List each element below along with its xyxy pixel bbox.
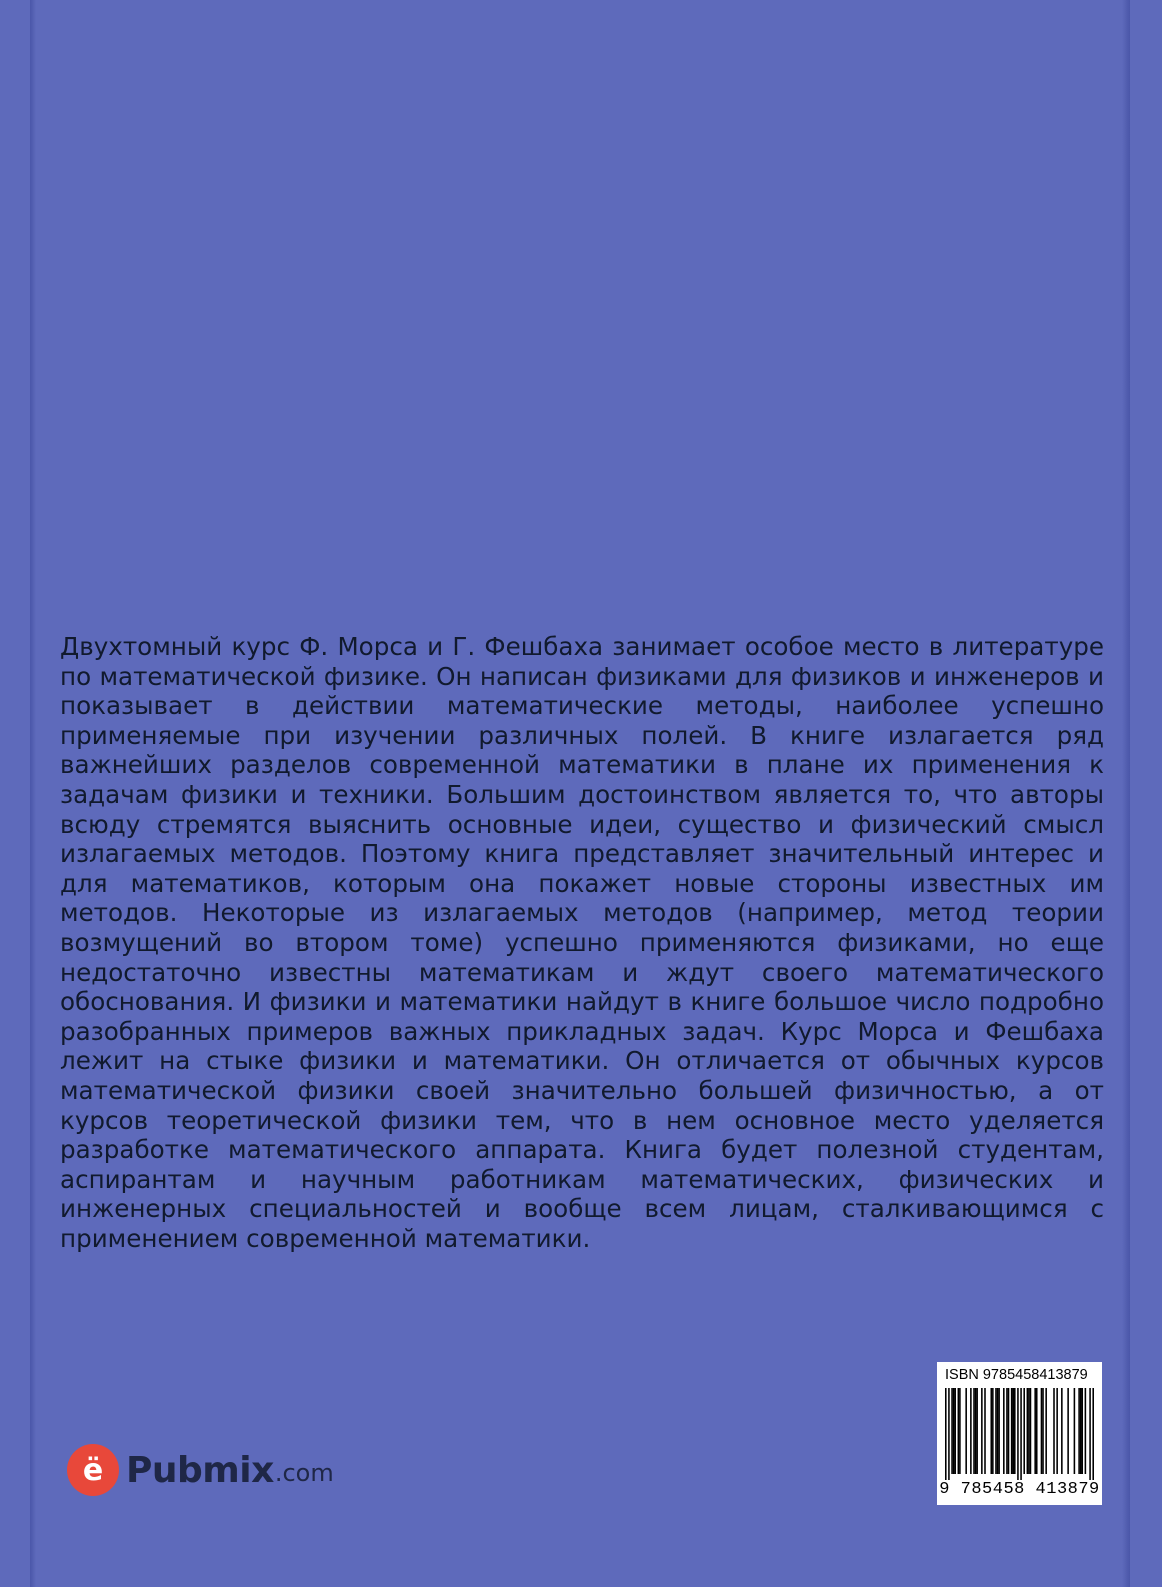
barcode-bar — [948, 1388, 950, 1480]
barcode-bar — [1014, 1388, 1016, 1474]
barcode-bar — [1027, 1388, 1029, 1474]
barcode-bar — [958, 1388, 960, 1474]
barcode-bar — [1006, 1388, 1008, 1474]
publisher-logo — [66, 1442, 334, 1498]
barcode-bar — [1085, 1388, 1087, 1474]
barcode-bar — [1067, 1388, 1069, 1474]
book-description: Двухтомный курс Ф. Морса и Г. Фешбаха занимает особое место в литературе по математической физике. Он написан физиками для физиков и инженеров и показывает в действии математические методы, наиболее успешно применяемые при изучении различных полей. В книге излагается ряд важнейших разделов современной математики в плане их применения к задачам физики и техники. Большим достоинством является то, что авторы всюду стремятся выяснить основные идеи, существо и физический смысл излагаемых методов. Поэтому книга представляет значительный интерес и для математиков, которым она покажет новые стороны известных им методов. Некоторые из излагаемых методов (например, метод теории возмущений во втором томе) успешно применяются физиками, но еще недостаточно известны математикам и ждут своего математического обоснования. И физики и математики найдут в книге большое число подробно разобранных примеров важных прикладных задач. Курс Морса и Фешбаха лежит на стыке физики и математики. Он отличается от обычных курсов математической физики своей значительно большей физичностью, а от курсов теоретической физики тем, что в нем основное место уделяется разработке математического аппарата. Книга будет полезной студентам, аспирантам и научным работникам математических, физических и инженерных специальностей и вообще всем лицам, сталкивающимся с применением современной математики. — [60, 632, 1104, 1253]
barcode-bar — [1089, 1388, 1091, 1480]
barcode-bar — [973, 1388, 975, 1474]
barcode-bar — [959, 1388, 961, 1474]
publisher-domain: .com — [274, 1459, 334, 1487]
barcode-bar — [1078, 1388, 1080, 1474]
barcode-bar — [945, 1388, 947, 1480]
barcode-bar — [1017, 1388, 1019, 1480]
publisher-badge-letter: ё — [82, 1453, 104, 1488]
barcode-bar — [997, 1388, 999, 1474]
barcode-bar — [1045, 1388, 1047, 1474]
publisher-badge-icon — [66, 1443, 120, 1497]
barcode-bar — [1053, 1388, 1055, 1474]
barcode-bar — [1081, 1388, 1083, 1474]
barcode-bar — [965, 1388, 967, 1474]
barcode-bar — [1023, 1388, 1025, 1474]
publisher-name: Pubmix — [126, 1449, 274, 1491]
barcode-bar — [954, 1388, 956, 1474]
barcode-bar — [1008, 1388, 1010, 1474]
barcode-bar — [1030, 1388, 1032, 1474]
isbn-digits: 9 785458 413879 — [939, 1480, 1100, 1499]
barcode-bar — [981, 1388, 983, 1474]
barcode-bar — [1028, 1388, 1030, 1474]
barcode-bar — [1056, 1388, 1058, 1474]
barcode-bar — [951, 1388, 953, 1474]
barcode-bar — [975, 1388, 977, 1474]
barcode-bar — [1042, 1388, 1044, 1474]
barcode-bar — [1080, 1388, 1082, 1474]
barcode-bar — [1092, 1388, 1094, 1480]
barcode — [945, 1388, 1094, 1480]
barcode-bar — [992, 1388, 994, 1474]
isbn-label: ISBN 9785458413879 — [945, 1367, 1088, 1383]
barcode-bar — [976, 1388, 978, 1474]
barcode-bar — [984, 1388, 986, 1474]
barcode-bar — [1020, 1388, 1022, 1480]
cover-right-edge — [1122, 0, 1130, 1587]
isbn-barcode-block — [937, 1362, 1102, 1505]
barcode-bar — [1003, 1388, 1005, 1474]
barcode-bar — [1041, 1388, 1043, 1474]
barcode-bar — [953, 1388, 955, 1474]
barcode-bar — [995, 1388, 997, 1474]
cover-left-edge — [30, 0, 36, 1587]
barcode-bar — [1074, 1388, 1076, 1474]
barcode-bar — [1036, 1388, 1038, 1474]
barcode-bar — [998, 1388, 1000, 1474]
barcode-bar — [1011, 1388, 1013, 1474]
barcode-bar — [990, 1388, 992, 1474]
barcode-bar — [1012, 1388, 1014, 1474]
barcode-bar — [970, 1388, 972, 1474]
barcode-bar — [1061, 1388, 1063, 1474]
barcode-bar — [1034, 1388, 1036, 1474]
